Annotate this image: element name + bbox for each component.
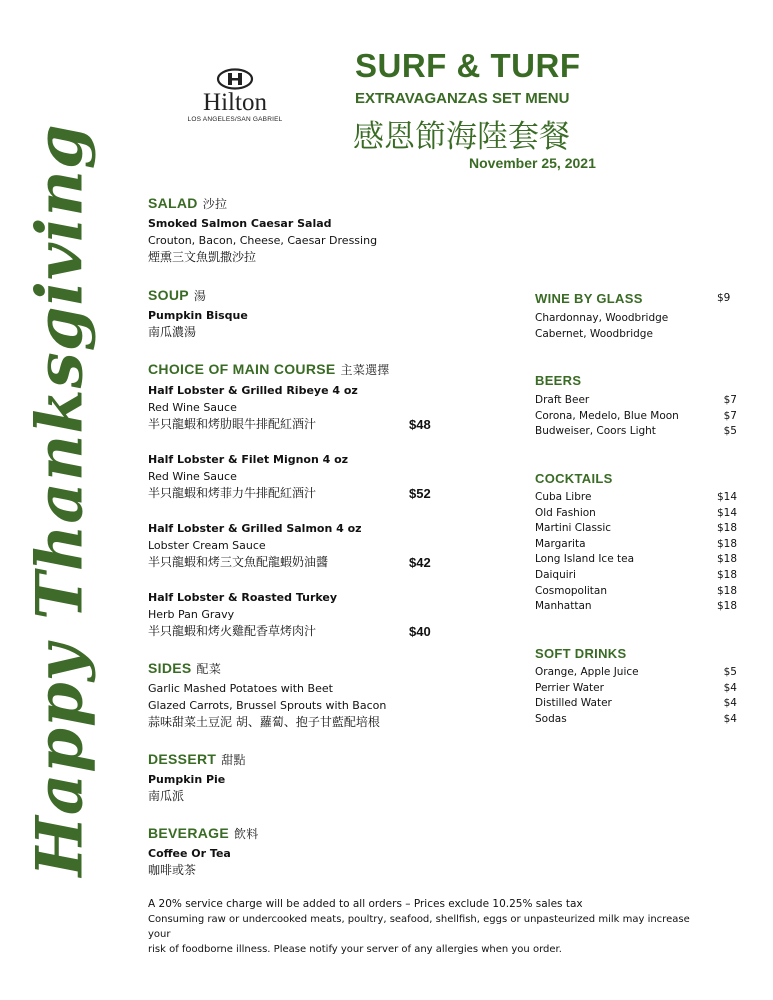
dessert-section [148,751,246,805]
cocktails-list [535,490,737,615]
main-item-price: $48 [409,417,431,432]
dessert-cn: 南瓜派 [148,789,185,803]
cocktail-price: $18 [716,584,737,597]
main-item-sauce: Herb Pan Gravy [148,608,235,621]
soup-name: Pumpkin Bisque [148,309,248,322]
wine-item: Chardonnay, Woodbridge [535,312,669,324]
soup-section [148,287,248,341]
main-title-en: CHOICE OF MAIN COURSE [148,361,336,377]
happy-thanksgiving-script: Happy Thanksgiving [22,123,98,877]
footer-warning-1: Consuming raw or undercooked meats, poultry, seafood, shellfish, eggs or unpasteurized milk may increase your [148,914,690,940]
soft-drink-row [535,665,737,681]
cocktail-row [535,506,737,522]
cocktail-price: $18 [716,522,737,535]
soft-drink-price: $4 [723,681,737,694]
main-item-name: Half Lobster & Filet Mignon 4 oz [148,453,349,466]
beverage-title [148,825,259,842]
beer-row [535,424,737,440]
beverage-section [148,825,259,879]
beers-list [535,393,737,440]
soup-title [148,287,248,304]
main-item-1 [148,382,438,433]
cocktail-name: Manhattan [535,600,592,613]
main-item-price: $40 [409,624,431,639]
beverage-name: Coffee Or Tea [148,847,231,860]
cocktail-name: Cuba Libre [535,491,592,503]
main-item-name: Half Lobster & Grilled Salmon 4 oz [148,522,362,535]
cocktail-row [535,552,737,568]
cocktail-price: $14 [716,506,737,519]
sides-section [148,660,386,731]
main-item-2 [148,451,438,502]
salad-title-cn: 沙拉 [202,197,228,211]
menu-chinese-title: 感恩節海陸套餐 [353,119,570,155]
footer [148,896,708,957]
cocktail-name: Margarita [535,537,586,550]
hilton-logo [183,68,287,123]
main-item-price: $52 [409,486,431,501]
cocktail-price: $14 [716,491,737,503]
beer-price: $5 [723,425,737,438]
main-item-cn: 半只龍蝦和烤三文魚配龍蝦奶油醬 [148,555,329,569]
main-item-3 [148,520,438,571]
dessert-title-cn: 甜點 [221,753,246,767]
main-item-name: Half Lobster & Roasted Turkey [148,591,338,604]
soft-drink-row [535,681,737,697]
logo-location: LOS ANGELES/SAN GABRIEL [187,116,283,123]
dessert-name: Pumpkin Pie [148,773,226,786]
menu-date: November 25, 2021 [469,155,596,171]
cocktail-row [535,521,737,537]
main-item-sauce: Lobster Cream Sauce [148,539,266,552]
beverage-title-en: BEVERAGE [148,825,229,841]
beer-name: Corona, Medelo, Blue Moon [535,409,679,422]
cocktail-row [535,599,737,615]
salad-title-en: SALAD [148,195,198,211]
beer-name: Draft Beer [535,394,590,406]
main-course-title [148,361,390,378]
sides-line-2: Glazed Carrots, Brussel Sprouts with Bacon [148,699,387,712]
sides-cn: 蒜味甜菜土豆泥 胡、蘿蔔、抱子甘藍配培根 [148,715,380,729]
soft-drink-name: Sodas [535,712,567,725]
cocktail-name: Cosmopolitan [535,584,608,597]
wine-item: Cabernet, Woodbridge [535,327,653,340]
cocktail-name: Long Island Ice tea [535,553,635,566]
logo-name: Hilton [203,89,267,116]
hilton-emblem-icon [216,68,254,90]
footer-service-charge: A 20% service charge will be added to all orders – Prices exclude 10.25% sales tax [148,898,583,910]
main-item-4 [148,589,438,640]
menu-subtitle: EXTRAVAGANZAS SET MENU [355,90,570,107]
salad-cn: 煙熏三文魚凱撒沙拉 [148,250,257,264]
beers-title: BEERS [535,373,582,388]
soup-title-en: SOUP [148,287,189,303]
main-item-name: Half Lobster & Grilled Ribeye 4 oz [148,384,358,397]
footer-warning-2: risk of foodborne illness. Please notify your server of any allergies when you order. [148,944,562,955]
main-item-cn: 半只龍蝦和烤火雞配香草烤肉汁 [148,624,317,638]
beer-price: $7 [723,409,737,422]
sides-title-cn: 配菜 [196,662,222,676]
main-item-price: $42 [409,555,431,570]
cocktail-name: Martini Classic [535,522,612,535]
soft-drink-name: Perrier Water [535,681,604,694]
soft-drinks-title: SOFT DRINKS [535,646,627,661]
main-item-sauce: Red Wine Sauce [148,470,237,483]
cocktail-price: $18 [716,537,737,550]
soup-cn: 南瓜濃湯 [148,325,197,339]
cocktail-row [535,537,737,553]
cocktail-name: Old Fashion [535,506,596,519]
salad-section [148,195,377,266]
sides-line-1: Garlic Mashed Potatoes with Beet [148,682,333,695]
salad-title [148,195,377,212]
salad-desc: Crouton, Bacon, Cheese, Caesar Dressing [148,234,378,247]
beverage-title-cn: 飲料 [233,827,259,841]
soft-drink-name: Distilled Water [535,697,612,710]
cocktail-name: Daiquiri [535,568,576,581]
wine-title: WINE BY GLASS [535,291,643,306]
wine-list [535,311,668,342]
soft-drink-price: $4 [723,697,737,710]
cocktails-title: COCKTAILS [535,471,613,486]
cocktail-row [535,568,737,584]
beverage-cn: 咖啡或茶 [148,863,197,877]
main-title-cn: 主菜選擇 [340,363,390,377]
cocktail-row [535,584,737,600]
soft-drink-price: $4 [723,712,737,725]
cocktail-price: $18 [716,553,737,566]
soup-title-cn: 湯 [193,289,207,303]
wine-price: $9 [717,292,731,304]
soft-drink-row [535,696,737,712]
soft-drink-name: Orange, Apple Juice [535,666,639,678]
beer-name: Budweiser, Coors Light [535,425,656,438]
beer-row [535,393,737,409]
salad-name: Smoked Salmon Caesar Salad [148,217,332,230]
menu-title: SURF & TURF [355,47,581,84]
beer-row [535,409,737,425]
dessert-title-en: DESSERT [148,751,217,767]
cocktail-price: $18 [716,568,737,581]
dessert-title [148,751,246,768]
main-item-cn: 半只龍蝦和烤菲力牛排配紅酒汁 [148,486,317,500]
soft-drinks-list [535,665,737,727]
beer-price: $7 [723,394,737,406]
cocktail-price: $18 [716,600,737,613]
sides-title [148,660,386,677]
main-item-cn: 半只龍蝦和烤肋眼牛排配紅酒汁 [148,417,317,431]
soft-drink-price: $5 [723,666,737,678]
cocktail-row [535,490,737,506]
sides-title-en: SIDES [148,660,192,676]
soft-drink-row [535,712,737,728]
main-item-sauce: Red Wine Sauce [148,401,237,414]
